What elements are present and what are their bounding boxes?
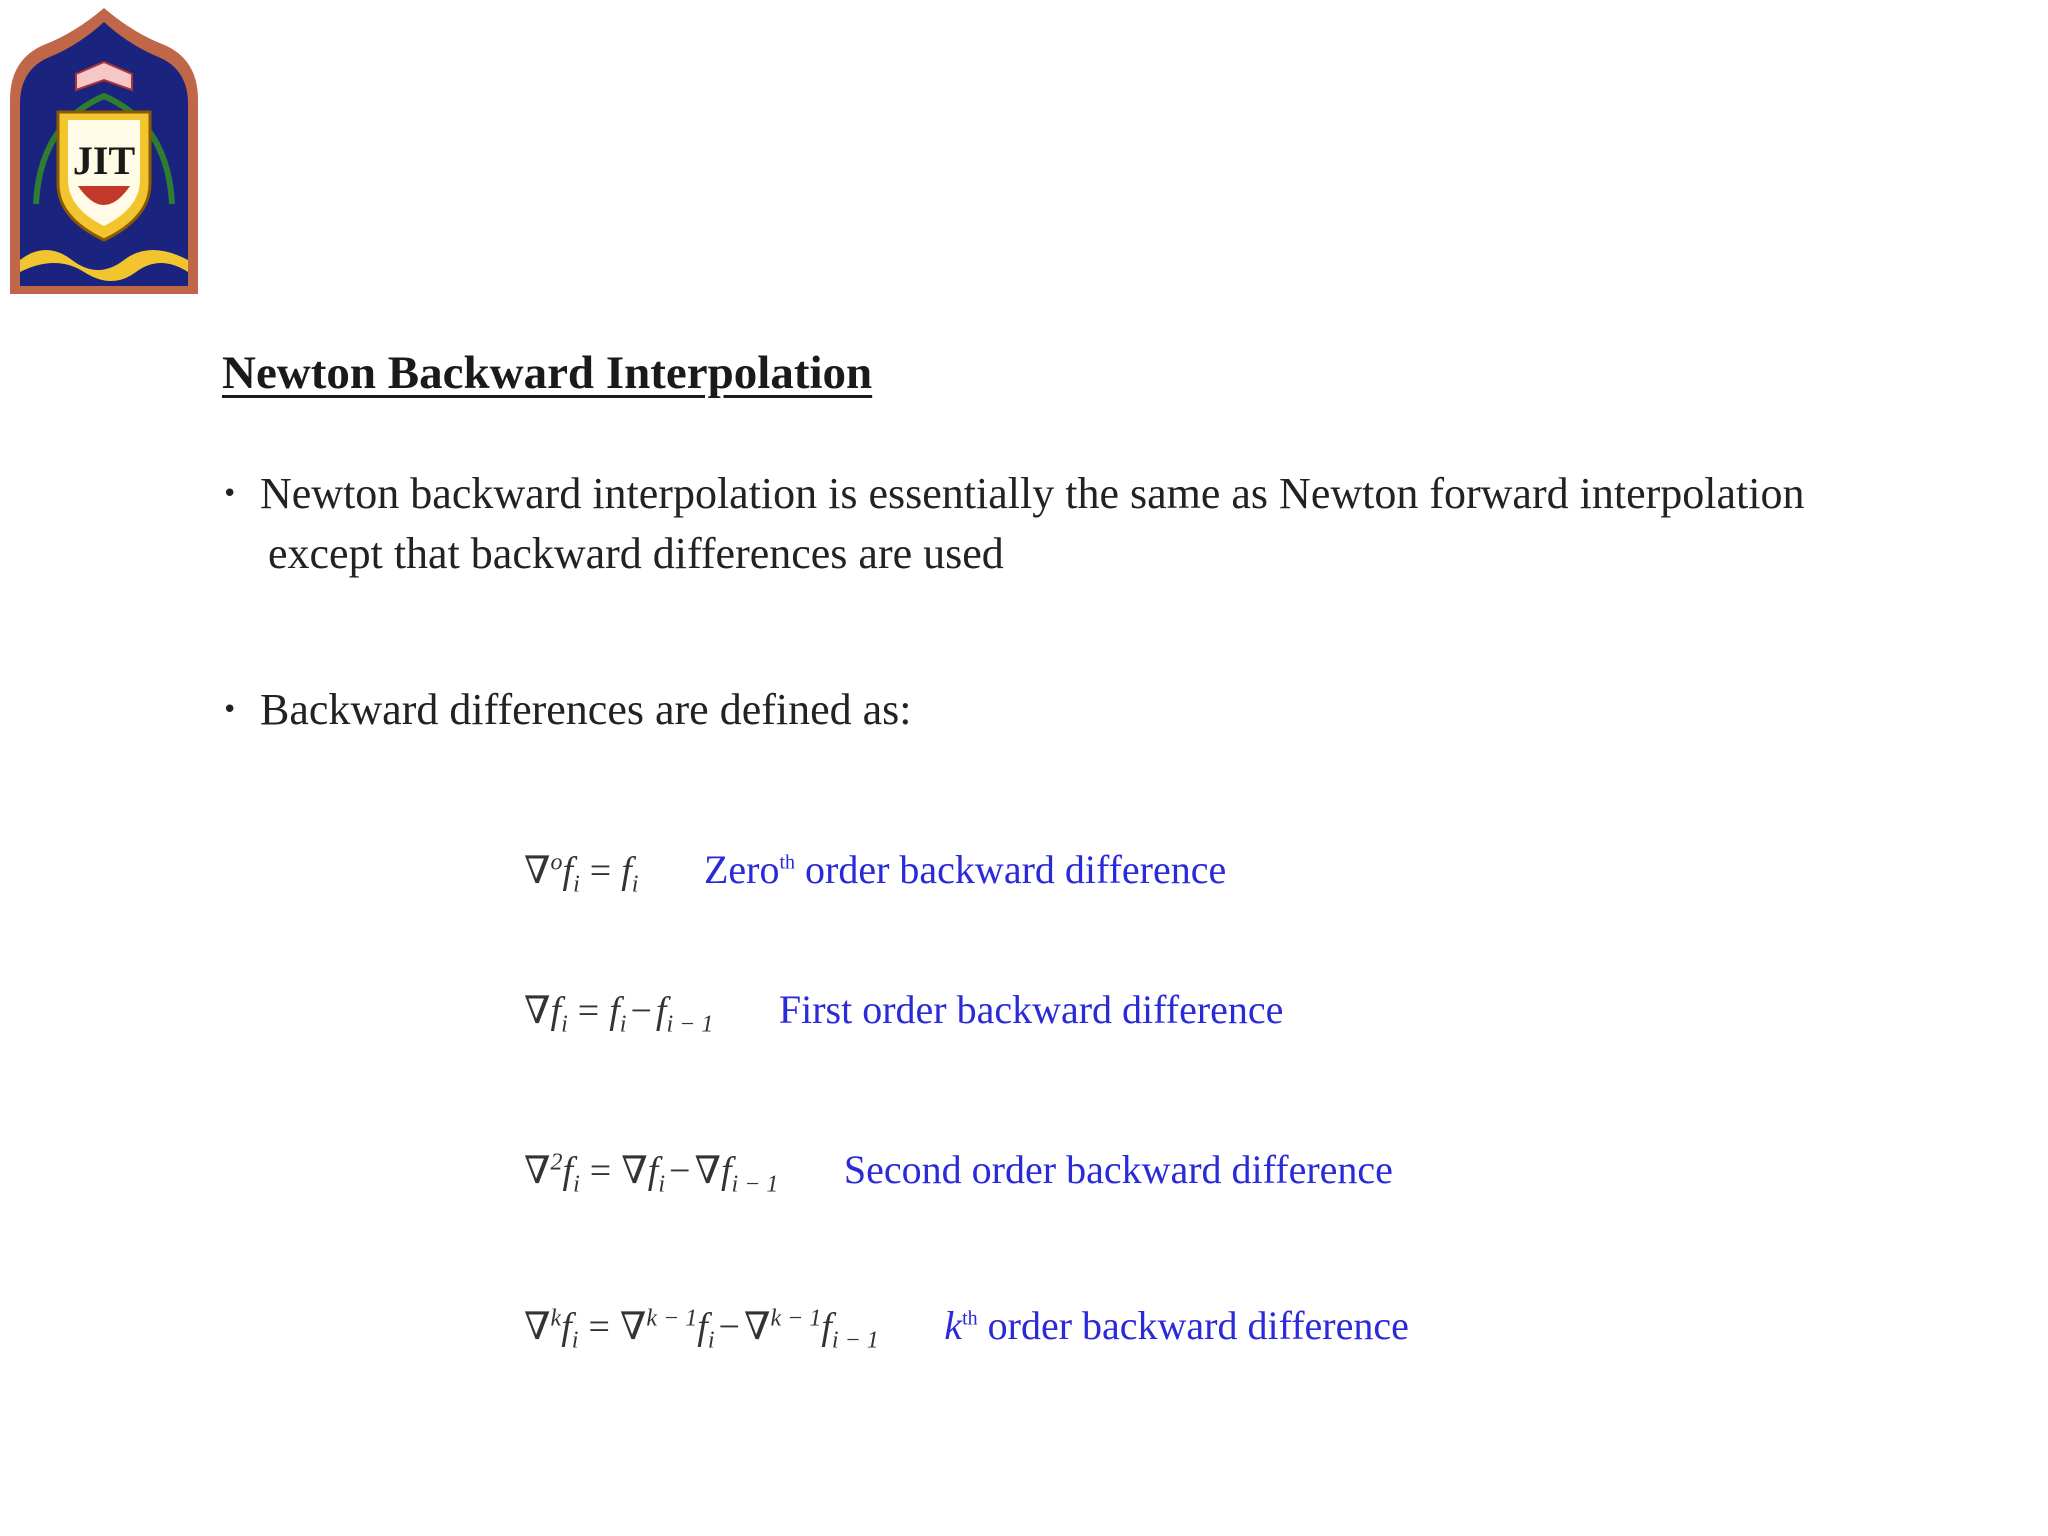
bullet-line: Backward differences are defined as: xyxy=(260,685,912,734)
equation-description: Zero$^{th}$ order backward difference xyxy=(703,847,1227,892)
equation-formula: $\nabla^2f_i = \nabla f_i - \nabla f_{i - 1}$ xyxy=(524,1149,779,1198)
equation-description: First order backward difference xyxy=(778,987,1284,1032)
equation-formula: $\nabla f_i = f_i - f_{i - 1}$ xyxy=(524,990,714,1038)
equation-formula: $\nabla^kf_i = \nabla^{k - 1}f_i - \nabla^{k - 1}f_{i - 1}$ xyxy=(524,1305,879,1354)
bullet-icon: • xyxy=(222,695,238,725)
bullet-line: Newton backward interpolation is essentially the same as Newton forward interpolation xyxy=(260,469,1805,518)
equation-description: $k^{th}$ order backward difference xyxy=(944,1303,1409,1348)
slide-title: Newton Backward Interpolation xyxy=(222,347,873,399)
equation-row xyxy=(524,1146,1393,1226)
equation-formula: $\nabla^of_i = f_i$ xyxy=(524,849,639,898)
equation-row xyxy=(524,986,1283,1066)
equation-row xyxy=(524,846,1226,926)
college-logo xyxy=(6,4,202,296)
equation-description: Second order backward difference xyxy=(843,1147,1393,1192)
bullet-line: except that backward differences are used xyxy=(268,529,1004,578)
jit-crest-icon xyxy=(6,4,202,296)
bullet-text xyxy=(260,464,1804,584)
svg-text:JIT: JIT xyxy=(72,138,136,183)
bullet-icon: • xyxy=(222,479,238,509)
equation-row xyxy=(524,1302,1409,1382)
bullet-text xyxy=(260,680,912,740)
